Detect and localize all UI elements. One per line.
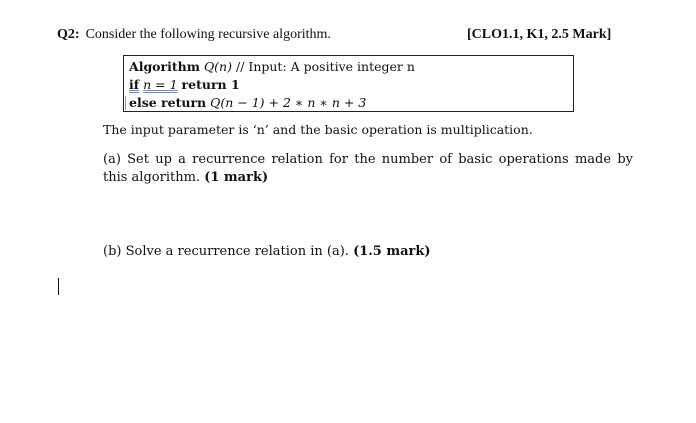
part-b (103, 244, 431, 259)
clo-marks: [CLO1.1, K1, 2.5 Mark] (467, 27, 612, 42)
algorithm-header-line (129, 59, 415, 74)
text-cursor[interactable] (58, 278, 59, 295)
parameter-statement: The input parameter is ‘n’ and the basic operation is multiplication. (103, 122, 533, 137)
recursive-expression: Q(n − 1) + 2 ∗ n ∗ n + 3 (210, 95, 367, 110)
part-b-marks: (1.5 mark) (353, 244, 431, 259)
question-number: Q2: (57, 27, 80, 42)
question-header (57, 27, 331, 43)
if-condition: n = 1 (143, 77, 178, 92)
algorithm-box (123, 55, 574, 112)
algorithm-else-line (129, 95, 366, 110)
part-b-text: (b) Solve a recurrence relation in (a). (103, 244, 349, 259)
algorithm-keyword: Algorithm (129, 59, 200, 74)
algorithm-comment: // Input: A positive integer n (235, 59, 415, 74)
if-keyword: if (129, 77, 140, 92)
else-return-keyword: else return (129, 95, 207, 110)
part-a-marks: (1 mark) (204, 170, 269, 185)
return-one: return 1 (181, 77, 240, 92)
part-a (103, 151, 633, 187)
part-a-text: (a) Set up a recurrence relation for the number of basic operations made by this algorithm. (103, 152, 633, 185)
algorithm-signature: Q(n) (203, 59, 232, 74)
algorithm-if-line (129, 77, 240, 92)
question-prompt: Consider the following recursive algorithm. (85, 27, 331, 42)
text-edit-marker (125, 96, 126, 110)
